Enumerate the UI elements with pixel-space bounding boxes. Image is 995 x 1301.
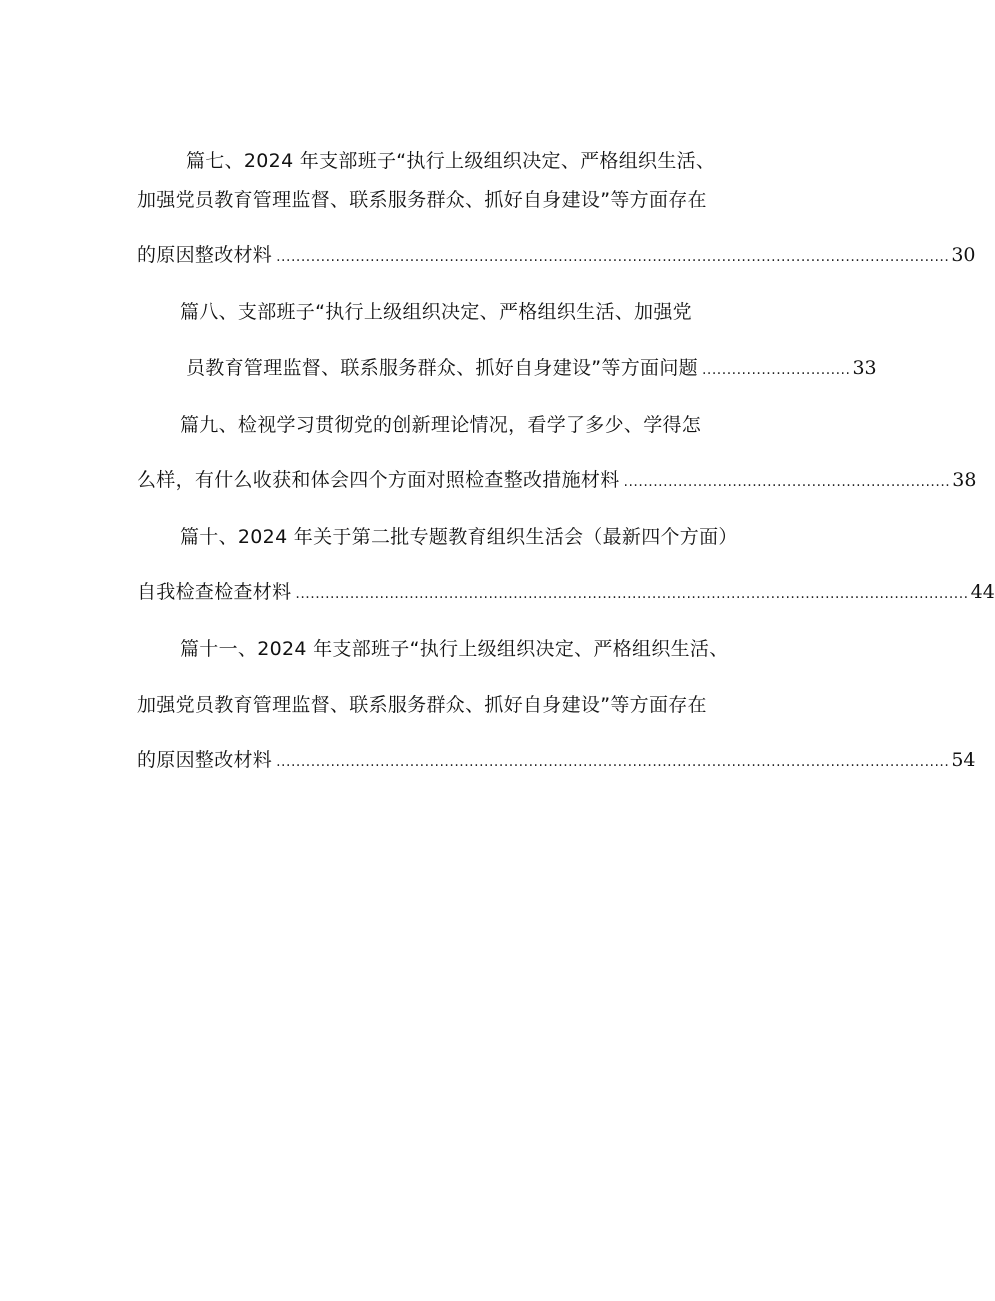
toc-entry-text: 加强党员教育管理监督、联系服务群众、抓好自身建设”等方面存在 [137, 694, 707, 716]
leader-dots: ........................................................................................................................................ [295, 586, 969, 602]
leader-dots: .............................. [701, 362, 851, 378]
toc-entry-text: 篇九、检视学习贯彻党的创新理论情况，看学了多少、学得怎 [180, 414, 702, 436]
toc-entry-text: 加强党员教育管理监督、联系服务群众、抓好自身建设”等方面存在 [137, 189, 707, 211]
page-number: 44 [970, 581, 995, 603]
toc-entry-text: 么样，有什么收获和体会四个方面对照检查整改措施材料 [137, 469, 620, 491]
toc-entry-text: 员教育管理监督、联系服务群众、抓好自身建设”等方面问题 [186, 357, 698, 379]
toc-entry-text: 的原因整改材料 [137, 749, 273, 771]
toc-entry-text: 的原因整改材料 [137, 244, 273, 266]
toc-entry-last-line[interactable] [137, 240, 976, 270]
page-number: 38 [952, 469, 977, 491]
leader-dots: ........................................................................................................................................ [276, 754, 950, 770]
toc-entry-last-line[interactable] [137, 577, 995, 607]
page-number: 33 [852, 357, 877, 379]
toc-entry-text: 篇十、2024 年关于第二批专题教育组织生活会（最新四个方面） [180, 526, 738, 548]
leader-dots: ........................................................................................................................................ [276, 249, 950, 265]
toc-entry-text: 篇七、2024 年支部班子“执行上级组织决定、严格组织生活、 [186, 150, 716, 172]
toc-entry-text: 自我检查检查材料 [137, 581, 292, 603]
toc-entry-last-line[interactable] [186, 353, 877, 383]
page-number: 54 [951, 749, 976, 771]
toc-entry-last-line[interactable] [137, 465, 977, 495]
page-number: 30 [951, 244, 976, 266]
toc-entry-last-line[interactable] [137, 745, 976, 775]
leader-dots: .................................................................. [623, 474, 951, 490]
toc-entry-text: 篇十一、2024 年支部班子“执行上级组织决定、严格组织生活、 [180, 638, 729, 660]
toc-entry-text: 篇八、支部班子“执行上级组织决定、严格组织生活、加强党 [180, 301, 692, 323]
